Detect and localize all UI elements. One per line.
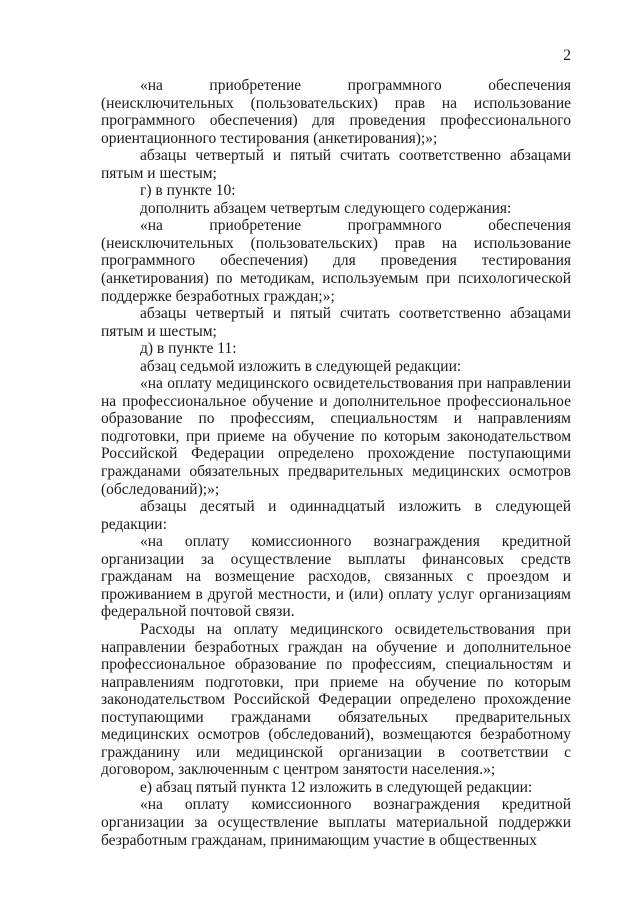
paragraph-bank-commission-support: «на оплату комиссионного вознаграждения кредитной организации за осуществление выплаты материальной поддержки безработным гражданам, принимающим участие в общественных [101, 796, 571, 849]
document-body [101, 77, 571, 849]
paragraph-add-abzac-4: дополнить абзацем четвертым следующего содержания: [140, 199, 512, 217]
page-number: 2 [563, 47, 571, 64]
paragraph-medical-examination: «на оплату медицинского освидетельствования при направлении на профессиональное обучение и дополнительное профессиональное образование по профессиям, специальностям и направлениям подготовки, при приеме на обучение по которым законодательством Российской Федерации определено прохождение поступающими гражданами обязательных предварительных медицинских осмотров (обследований);»; [101, 375, 571, 498]
paragraph-punkt-12: е) абзац пятый пункта 12 изложить в следующей редакции: [140, 778, 533, 796]
paragraph-abzacy-10-11-edit: абзацы десятый и одиннадцатый изложить в следующей редакции: [101, 498, 571, 533]
paragraph-medical-expenses: Расходы на оплату медицинского освидетельствования при направлении безработных граждан на обучение и дополнительное профессиональное образование по профессиям, специальностям и направлениям подготовки, при приеме на обучение по которым законодательством Российской Федерации определено прохождение поступающими гражданами обязательных предварительных медицинских осмотров (обследований), возмещаются безработному гражданину или медицинской организации в соответствии с договором, заключенным с центром занятости населения.»; [101, 620, 571, 779]
paragraph-punkt-10: г) в пункте 10: [140, 182, 236, 200]
paragraph-punkt-11: д) в пункте 11: [140, 340, 237, 358]
paragraph-bank-commission-travel: «на оплату комиссионного вознаграждения кредитной организации за осуществление выплаты финансовых средств гражданам на возмещение расходов, связанных с проездом и проживанием в другой местности, и (или) оплату услуг организациям федеральной почтовой связи. [101, 533, 571, 621]
paragraph-software-orientation-testing: «на приобретение программного обеспечения (неисключительных (пользовательских) прав на использование программного обеспечения) для проведения профессионального ориентационного тестирования (анкетирования);»; [101, 77, 571, 147]
paragraph-abzac-7-edit: абзац седьмой изложить в следующей редакции: [140, 357, 462, 375]
paragraph-software-psych-testing: «на приобретение программного обеспечения (неисключительных (пользовательских) прав на использование программного обеспечения) для проведения тестирования (анкетирования) по методикам, используемым при психологической поддержке безработных граждан;»; [101, 217, 571, 305]
paragraph-renumber-abzacy-2: абзацы четвертый и пятый считать соответственно абзацами пятым и шестым; [101, 305, 571, 340]
paragraph-renumber-abzacy-1: абзацы четвертый и пятый считать соответственно абзацами пятым и шестым; [101, 147, 571, 182]
